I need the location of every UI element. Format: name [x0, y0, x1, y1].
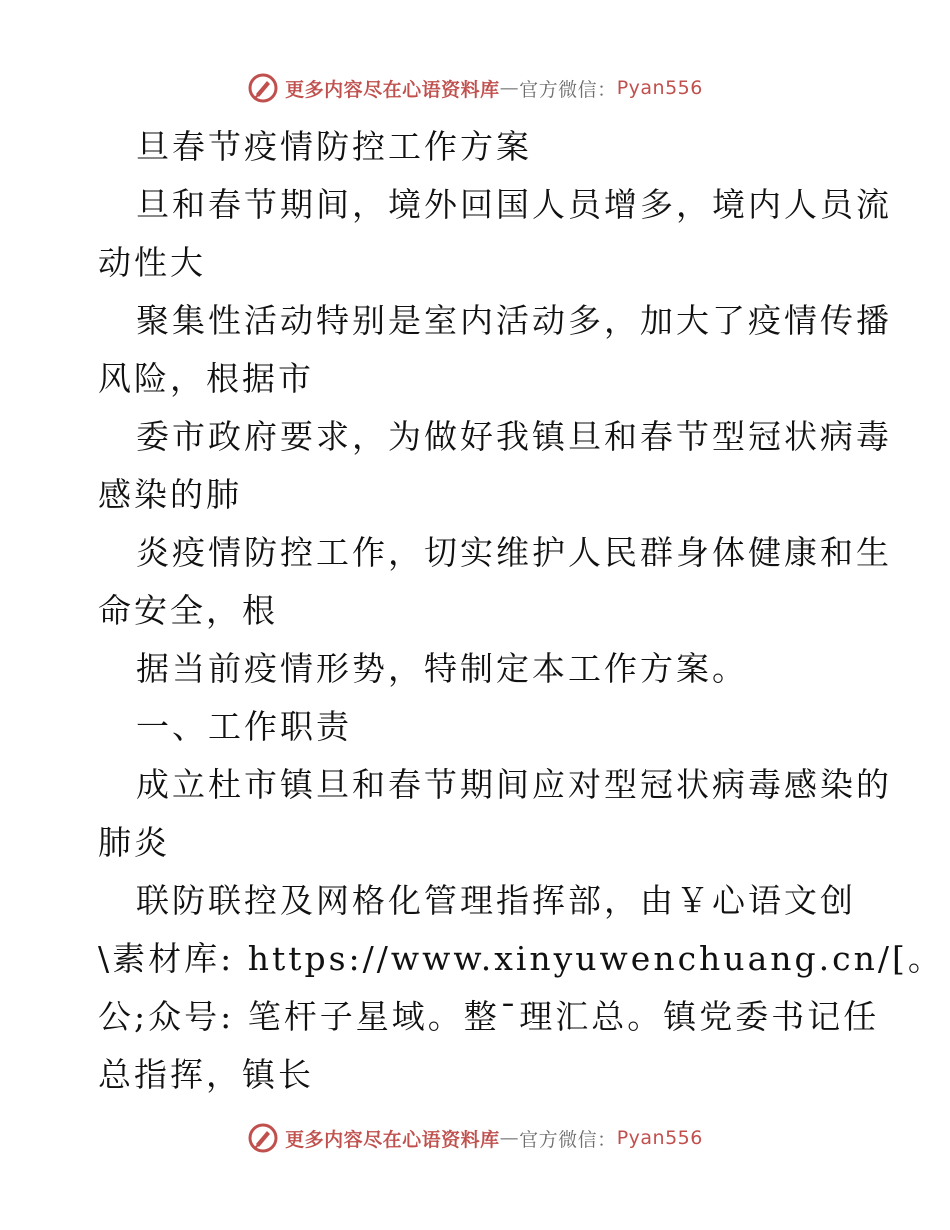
- header-banner: [0, 72, 950, 104]
- text-line: 委市政府要求，为做好我镇旦和春节型冠状病毒: [136, 417, 892, 456]
- banner-account: Pyan556: [616, 77, 703, 99]
- text-line: 据当前疫情形势，特制定本工作方案。: [136, 649, 748, 688]
- footer-banner: [0, 1122, 950, 1154]
- text-line: 联防联控及网格化管理指挥部，由￥心语文创: [136, 881, 856, 920]
- text-line: 风险，根据市: [98, 359, 314, 398]
- brand-logo-icon: [247, 1122, 279, 1154]
- document-title: 旦春节疫情防控工作方案: [136, 127, 532, 166]
- document-body: [98, 118, 944, 1104]
- banner-separator: —: [499, 77, 520, 99]
- banner-wechat-label: 官方微信：: [519, 1128, 617, 1151]
- text-line: 感染的肺: [98, 475, 242, 514]
- text-line: 成立杜市镇旦和春节期间应对型冠状病毒感染的: [136, 765, 892, 804]
- text-line: 总指挥，镇长: [98, 1055, 314, 1094]
- banner-main-text: 更多内容尽在心语资料库: [285, 78, 500, 101]
- text-line: 公;众号: 笔杆子星域。整¯理汇总。镇党委书记任: [98, 997, 880, 1036]
- banner-separator: —: [499, 1127, 520, 1149]
- banner-wechat-label: 官方微信：: [519, 78, 617, 101]
- text-line: \素材库: https://www.xinyuwenchuang.cn/[。: [98, 939, 944, 978]
- text-line: 炎疫情防控工作，切实维护人民群身体健康和生: [136, 533, 892, 572]
- text-line: 旦和春节期间，境外回国人员增多，境内人员流: [136, 185, 892, 224]
- text-line: 动性大: [98, 243, 206, 282]
- text-line: 聚集性活动特别是室内活动多，加大了疫情传播: [136, 301, 892, 340]
- text-line: 命安全，根: [98, 591, 278, 630]
- banner-main-text: 更多内容尽在心语资料库: [285, 1128, 500, 1151]
- brand-logo-icon: [247, 72, 279, 104]
- banner-account: Pyan556: [616, 1127, 703, 1149]
- text-line: 肺炎: [98, 823, 170, 862]
- section-heading: 一、工作职责: [136, 707, 352, 746]
